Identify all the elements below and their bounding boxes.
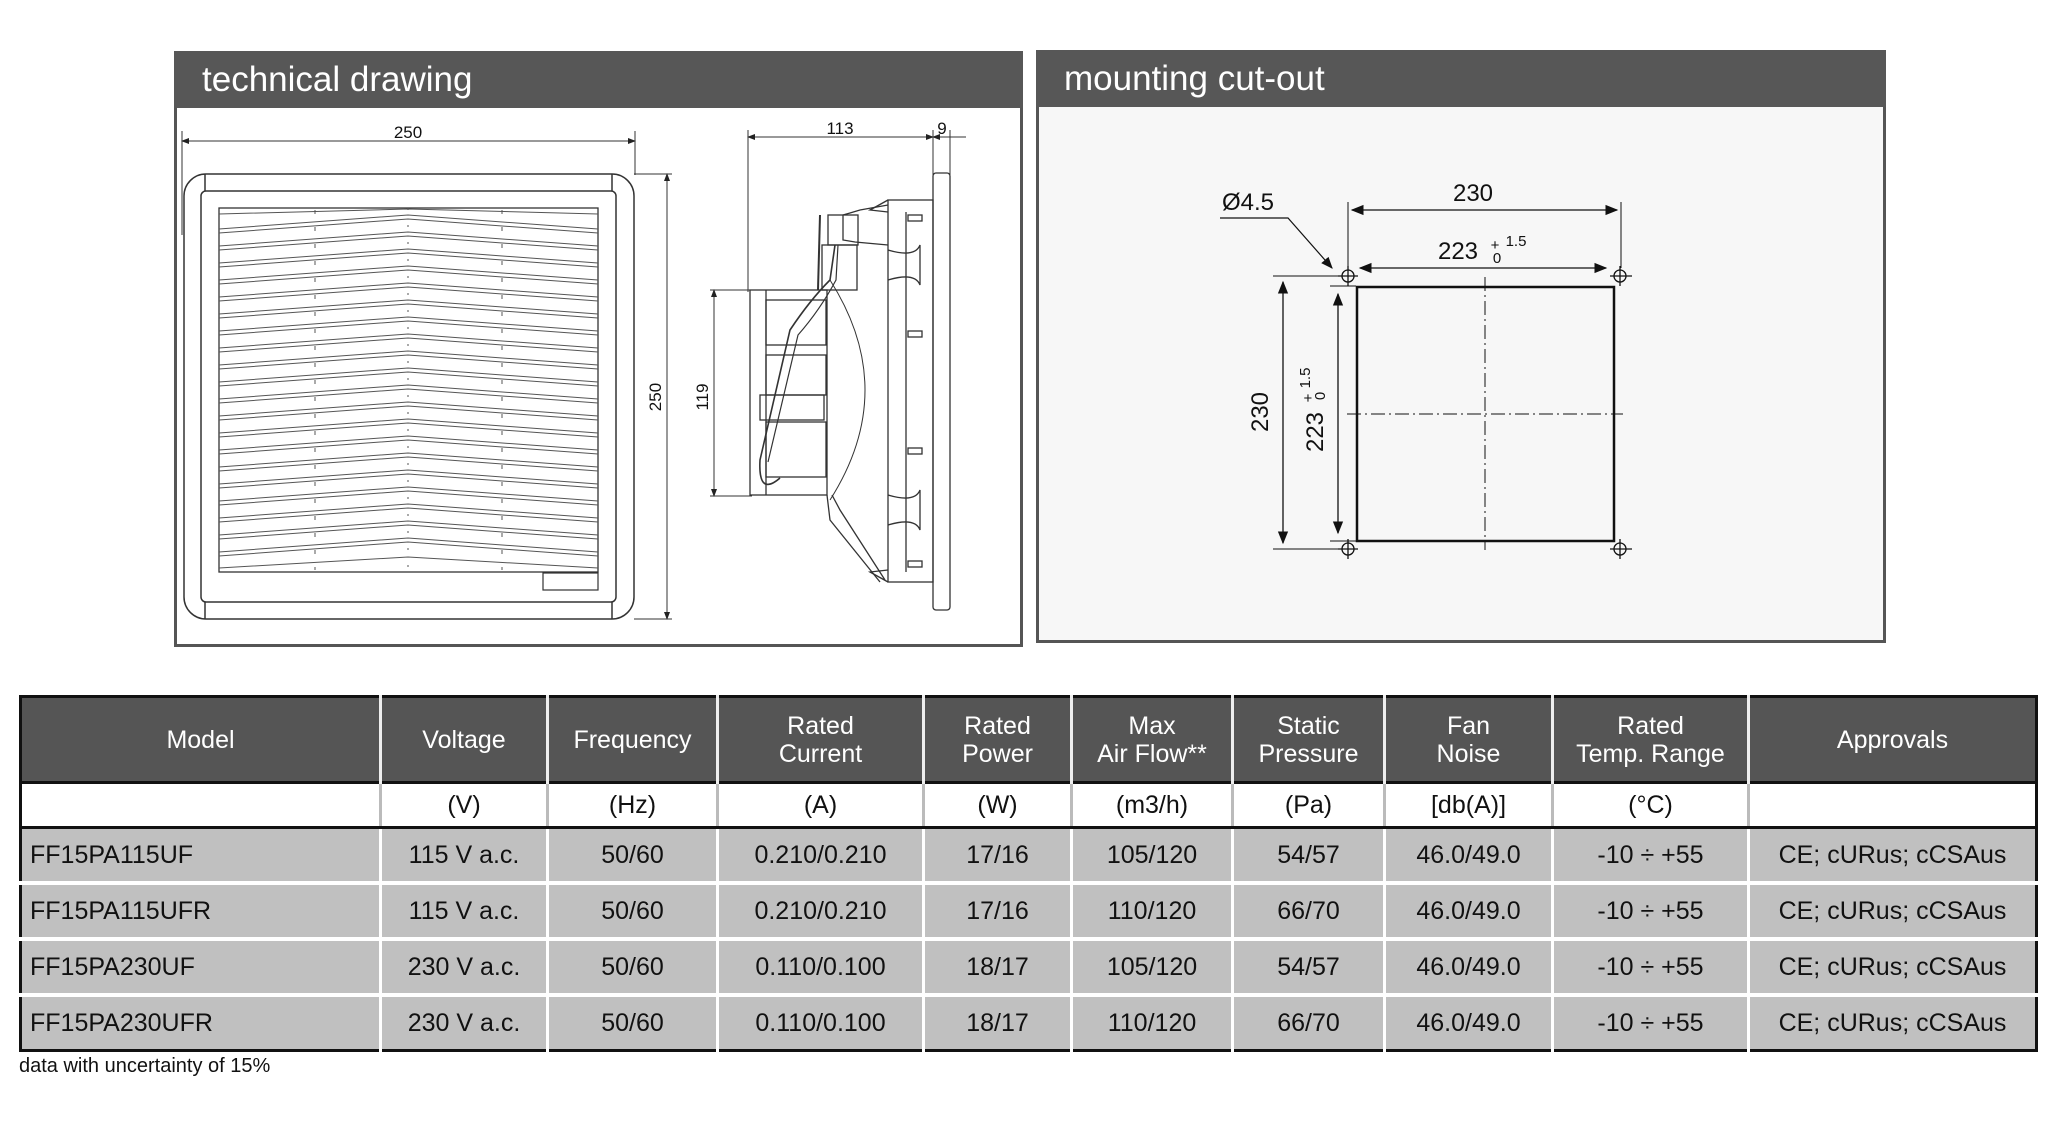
tol-lower-h: 0 xyxy=(1492,250,1502,267)
dim-inner-height: 223 xyxy=(1302,411,1329,453)
dim-outer-width: 230 xyxy=(1452,180,1494,207)
unit-noise: [db(A)] xyxy=(1385,783,1553,828)
cell-voltage: 230 V a.c. xyxy=(381,939,548,995)
cell-model: FF15PA230UF xyxy=(21,939,381,995)
cell-air-flow: 110/120 xyxy=(1072,883,1233,939)
cell-voltage: 230 V a.c. xyxy=(381,995,548,1051)
mounting-cutout-body xyxy=(1039,107,1883,640)
unit-frequency: (Hz) xyxy=(548,783,718,828)
table-row xyxy=(21,883,2037,939)
unit-power: (W) xyxy=(924,783,1072,828)
col-header-voltage: Voltage xyxy=(381,697,548,783)
cell-current: 0.110/0.100 xyxy=(718,939,924,995)
cell-noise: 46.0/49.0 xyxy=(1385,828,1553,884)
technical-drawing-body xyxy=(177,108,1020,644)
tol-plus-v: + xyxy=(1300,393,1317,403)
col-header-rated-power: Rated Power xyxy=(924,697,1072,783)
unit-current: (A) xyxy=(718,783,924,828)
dim-side-plate: 9 xyxy=(937,119,947,138)
side-view xyxy=(710,130,966,610)
cell-pressure: 54/57 xyxy=(1233,828,1385,884)
technical-drawing-svg xyxy=(177,108,1020,644)
col-header-rated-current: Rated Current xyxy=(718,697,924,783)
cell-approvals: CE; cURus; cCSAus xyxy=(1749,939,2037,995)
cell-frequency: 50/60 xyxy=(548,939,718,995)
cell-noise: 46.0/49.0 xyxy=(1385,995,1553,1051)
col-header-model: Model xyxy=(21,697,381,783)
uncertainty-footnote: data with uncertainty of 15% xyxy=(19,1055,271,1077)
cell-current: 0.210/0.210 xyxy=(718,828,924,884)
cell-noise: 46.0/49.0 xyxy=(1385,883,1553,939)
table-row xyxy=(21,995,2037,1051)
dim-front-width: 250 xyxy=(393,123,423,142)
cell-frequency: 50/60 xyxy=(548,995,718,1051)
tol-plus-h: + xyxy=(1490,237,1500,254)
cell-approvals: CE; cURus; cCSAus xyxy=(1749,828,2037,884)
technical-drawing-title: technical drawing xyxy=(174,51,1023,108)
dim-side-depth: 113 xyxy=(826,119,854,138)
dim-outer-height: 230 xyxy=(1247,391,1274,433)
col-header-approvals: Approvals xyxy=(1749,697,2037,783)
cell-current: 0.110/0.100 xyxy=(718,995,924,1051)
cell-frequency: 50/60 xyxy=(548,883,718,939)
front-view xyxy=(182,131,672,619)
cell-approvals: CE; cURus; cCSAus xyxy=(1749,995,2037,1051)
cell-air-flow: 105/120 xyxy=(1072,939,1233,995)
cell-frequency: 50/60 xyxy=(548,828,718,884)
tol-lower-v: 0 xyxy=(1312,391,1329,401)
cell-power: 18/17 xyxy=(924,995,1072,1051)
unit-voltage: (V) xyxy=(381,783,548,828)
cell-temp: -10 ÷ +55 xyxy=(1553,883,1749,939)
cell-model: FF15PA230UFR xyxy=(21,995,381,1051)
dim-fan-height: 119 xyxy=(693,383,712,411)
cell-voltage: 115 V a.c. xyxy=(381,883,548,939)
table-row xyxy=(21,939,2037,995)
table-row xyxy=(21,828,2037,884)
table-header-row xyxy=(21,697,2037,783)
cell-temp: -10 ÷ +55 xyxy=(1553,939,1749,995)
mounting-cutout-title: mounting cut-out xyxy=(1036,50,1886,107)
spec-table xyxy=(19,695,2038,1052)
cell-voltage: 115 V a.c. xyxy=(381,828,548,884)
mounting-cutout-svg xyxy=(1039,107,1883,640)
cell-temp: -10 ÷ +55 xyxy=(1553,828,1749,884)
unit-air-flow: (m3/h) xyxy=(1072,783,1233,828)
dim-front-height: 250 xyxy=(646,382,665,412)
cell-model: FF15PA115UF xyxy=(21,828,381,884)
cell-pressure: 54/57 xyxy=(1233,939,1385,995)
unit-model xyxy=(21,783,381,828)
unit-approvals xyxy=(1749,783,2037,828)
cell-noise: 46.0/49.0 xyxy=(1385,939,1553,995)
table-units-row xyxy=(21,783,2037,828)
col-header-frequency: Frequency xyxy=(548,697,718,783)
cell-air-flow: 105/120 xyxy=(1072,828,1233,884)
unit-pressure: (Pa) xyxy=(1233,783,1385,828)
unit-temp: (°C) xyxy=(1553,783,1749,828)
dim-inner-width: 223 xyxy=(1437,238,1479,265)
cell-current: 0.210/0.210 xyxy=(718,883,924,939)
cell-power: 18/17 xyxy=(924,939,1072,995)
cell-pressure: 66/70 xyxy=(1233,883,1385,939)
grille-slats xyxy=(219,208,598,572)
col-header-fan-noise: Fan Noise xyxy=(1385,697,1553,783)
cell-temp: -10 ÷ +55 xyxy=(1553,995,1749,1051)
cell-pressure: 66/70 xyxy=(1233,995,1385,1051)
tol-upper-h: 1.5 xyxy=(1505,233,1527,250)
col-header-temp-range: Rated Temp. Range xyxy=(1553,697,1749,783)
technical-drawing-panel xyxy=(174,51,1023,647)
dim-hole-diameter: Ø4.5 xyxy=(1221,189,1275,216)
cell-air-flow: 110/120 xyxy=(1072,995,1233,1051)
cell-power: 17/16 xyxy=(924,828,1072,884)
tol-upper-v: 1.5 xyxy=(1297,367,1314,389)
col-header-max-air-flow: Max Air Flow** xyxy=(1072,697,1233,783)
cell-approvals: CE; cURus; cCSAus xyxy=(1749,883,2037,939)
col-header-static-pressure: Static Pressure xyxy=(1233,697,1385,783)
cell-model: FF15PA115UFR xyxy=(21,883,381,939)
cell-power: 17/16 xyxy=(924,883,1072,939)
mounting-cutout-panel xyxy=(1036,50,1886,643)
